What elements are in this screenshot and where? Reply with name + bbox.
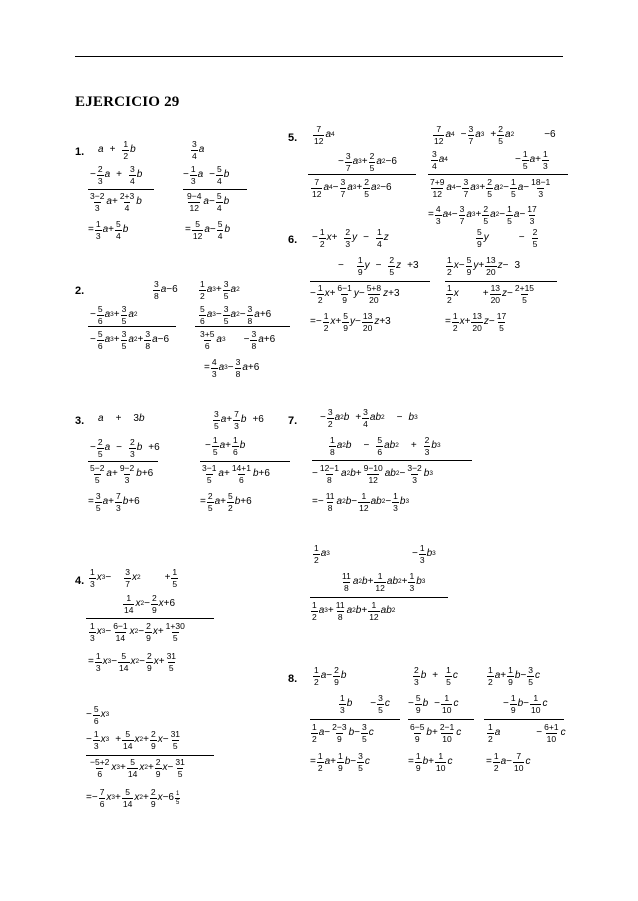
exercise-7-label: 7. xyxy=(288,415,298,427)
exercise-3-label: 3. xyxy=(75,415,85,427)
exercise-4-label: 4. xyxy=(75,575,85,587)
exercise-8-label: 8. xyxy=(288,673,298,685)
exercise-6-label: 6. xyxy=(288,234,298,246)
page-title: EJERCICIO 29 xyxy=(75,94,180,110)
exercise-1-label: 1. xyxy=(75,146,85,158)
exercise-5-label: 5. xyxy=(288,132,298,144)
top-rule xyxy=(75,56,563,57)
exercise-2-label: 2. xyxy=(75,285,85,297)
